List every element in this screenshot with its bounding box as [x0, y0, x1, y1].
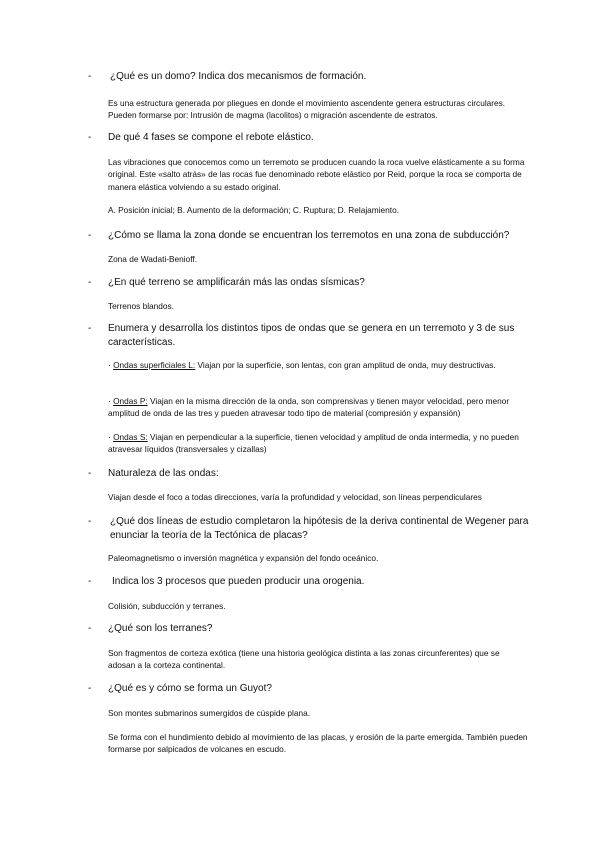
answer-10-definition: Son montes submarinos sumergidos de cúspide plana. [108, 708, 311, 718]
wave-item-p [108, 395, 528, 420]
question-text: ¿En qué terreno se amplificarán más las ondas sísmicas? [108, 277, 365, 288]
wave-prefix: · [108, 360, 114, 370]
wave-name: Ondas superficiales L: [113, 360, 196, 370]
wave-description: Viajan en perpendicular a la superficie, tienen velocidad y amplitud de onda intermedia, y no pueden atravesar líquidos (transversales y cizallas) [108, 432, 519, 455]
answer-4: Terrenos blandos. [108, 301, 174, 311]
question-text: Naturaleza de las ondas: [108, 468, 219, 479]
question-text: ¿Qué dos líneas de estudio completaron la hipótesis de la deriva continental de Wegener para enunciar la teoría de la Tectónica de placas? [110, 516, 529, 541]
answer-7: Paleomagnetismo o inversión magnética y expansión del fondo oceánico. [108, 553, 379, 563]
question-text: De qué 4 fases se compone el rebote elástico. [108, 132, 314, 143]
bullet-dash: - [88, 468, 92, 479]
bullet-dash: - [88, 132, 92, 143]
answer-3: Zona de Wadati-Benioff. [108, 254, 198, 264]
wave-prefix: · [108, 396, 114, 406]
wave-description: Viajan por la superficie, son lentas, con gran amplitud de onda, muy destructivas. [195, 360, 496, 370]
question-text: ¿Qué son los terranes? [108, 623, 213, 634]
wave-name: Ondas P: [113, 396, 148, 406]
wave-description: Viajan en la misma dirección de la onda, son comprensivas y tienen mayor velocidad, pero menor amplitud de onda de las tres y pueden atravesar todo tipo de material (compresión y expansión) [108, 396, 510, 419]
bullet-dash: - [88, 230, 92, 241]
answer-10-formation: Se forma con el hundimiento debido al movimiento de las placas, y erosión de la parte emergida. También pueden formarse por salpicados de volcanes en escudo. [108, 732, 528, 755]
wave-name: Ondas S: [113, 432, 148, 442]
question-text: ¿Cómo se llama la zona donde se encuentran los terremotos en una zona de subducción? [108, 230, 510, 241]
bullet-dash: - [88, 623, 92, 634]
question-text: ¿Qué es un domo? Indica dos mecanismos de formación. [110, 71, 367, 82]
answer-2-phases: A. Posición inicial; B. Aumento de la deformación; C. Ruptura; D. Relajamiento. [108, 205, 399, 215]
bullet-dash: - [88, 277, 92, 288]
bullet-dash: - [88, 576, 92, 587]
wave-item-surface [108, 359, 528, 371]
bullet-dash: - [88, 323, 92, 334]
wave-prefix: · [108, 432, 114, 442]
question-text: Indica los 3 procesos que pueden producir una orogenia. [112, 576, 365, 587]
answer-8: Colisión, subducción y terranes. [108, 601, 226, 611]
answer-2-paragraph: Las vibraciones que conocemos como un terremoto se producen cuando la roca vuelve elásticamente a su forma original. Este «salto atrás» de las rocas fue denominado rebote elástico por Reid, porque la roca se comporta de manera elástica volviendo a su estado original. [108, 157, 525, 192]
wave-item-s [108, 431, 528, 456]
bullet-dash: - [88, 71, 92, 82]
answer-1: Es una estructura generada por pliegues en donde el movimiento ascendente genera estructuras circulares. Pueden formarse por: Intrusión de magma (lacolitos) o migración ascendente de estratos. [108, 98, 506, 121]
answer-9: Son fragmentos de corteza exótica (tiene una historia geológica distinta a las zonas circunferentes) que se adosan a la corteza continental. [108, 648, 500, 671]
bullet-dash: - [88, 516, 92, 527]
bullet-dash: - [88, 683, 92, 694]
answer-6: Viajan desde el foco a todas direcciones, varía la profundidad y velocidad, son líneas perpendiculares [108, 492, 482, 502]
question-text: Enumera y desarrolla los distintos tipos de ondas que se genera en un terremoto y 3 de sus características. [108, 323, 515, 348]
question-text: ¿Qué es y cómo se forma un Guyot? [108, 683, 272, 694]
